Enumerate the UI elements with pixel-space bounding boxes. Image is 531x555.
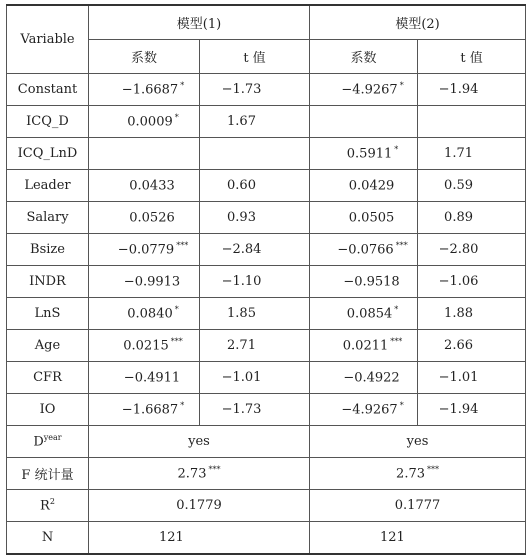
coefficient-cell [89, 202, 200, 234]
regression-table [6, 4, 526, 555]
variable-name: Leader [7, 170, 89, 202]
coefficient-value: −0.4922 [343, 370, 400, 386]
t-value-cell: −1.01 [418, 362, 526, 394]
t-value-cell: 1.67 [200, 106, 310, 138]
header-row-models [7, 5, 526, 40]
table-row [7, 330, 526, 362]
coefficient-value: 0.0009 [127, 114, 173, 130]
summary-value-cell [89, 458, 310, 490]
t-value-cell [418, 106, 526, 138]
table-row [7, 74, 526, 106]
table-row [7, 362, 526, 394]
table-row [7, 234, 526, 266]
coefficient-cell [310, 266, 418, 298]
coefficient-value: 0.0429 [348, 178, 395, 194]
coefficient-value: 0.0854 [346, 306, 393, 322]
coefficient-cell [89, 106, 200, 138]
coefficient-value: 0.0840 [127, 306, 173, 322]
summary-row [7, 522, 526, 555]
coefficient-value: −4.9267 [341, 402, 398, 418]
coefficient-value: 0.0526 [129, 210, 175, 226]
summary-label: F 统计量 [7, 458, 89, 490]
table-row [7, 106, 526, 138]
t-value-cell: 0.59 [418, 170, 526, 202]
summary-label [7, 490, 89, 522]
summary-label: N [7, 522, 89, 555]
label-superscript: 2 [49, 497, 55, 507]
coefficient-value: 0.0505 [348, 210, 395, 226]
summary-value-cell [310, 426, 526, 458]
table-row [7, 170, 526, 202]
coefficient-cell [310, 138, 418, 170]
label-base: R [40, 498, 50, 514]
significance-stars: * [394, 145, 399, 155]
significance-stars: *** [390, 337, 403, 347]
coefficient-cell [89, 330, 200, 362]
coefficient-cell [89, 266, 200, 298]
t-value-cell: 0.89 [418, 202, 526, 234]
variable-name: Age [7, 330, 89, 362]
coefficient-cell [310, 362, 418, 394]
summary-row [7, 490, 526, 522]
significance-stars: * [174, 305, 179, 315]
coefficient-cell [310, 170, 418, 202]
t-value-cell: 0.93 [200, 202, 310, 234]
significance-stars: *** [395, 241, 408, 251]
model1-header: 模型(1) [89, 5, 310, 40]
variable-name: IO [7, 394, 89, 426]
coefficient-value: 0.0211 [342, 338, 389, 354]
summary-value-cell [310, 490, 526, 522]
variable-name: ICQ_LnD [7, 138, 89, 170]
model2-header: 模型(2) [310, 5, 526, 40]
coefficient-cell [310, 202, 418, 234]
t-value-cell: 1.88 [418, 298, 526, 330]
coefficient-value: 0.0215 [123, 338, 169, 354]
coefficient-cell [310, 74, 418, 106]
coefficient-cell [89, 170, 200, 202]
label-superscript: year [43, 433, 62, 443]
coefficient-cell [89, 234, 200, 266]
coef-header-2: 系数 [310, 40, 418, 74]
table-row [7, 298, 526, 330]
t-value-cell: −1.94 [418, 74, 526, 106]
significance-stars: *** [170, 337, 183, 347]
coefficient-cell [89, 138, 200, 170]
table-row [7, 138, 526, 170]
label-base: D [33, 434, 44, 450]
t-value-cell: −1.73 [200, 74, 310, 106]
significance-stars: *** [176, 241, 189, 251]
summary-value-cell [89, 490, 310, 522]
table-row [7, 394, 526, 426]
significance-stars: * [174, 113, 179, 123]
coefficient-cell [89, 362, 200, 394]
tval-header-1: t 值 [200, 40, 310, 74]
t-value-cell: −1.73 [200, 394, 310, 426]
significance-stars: *** [208, 465, 221, 475]
t-value-cell: −2.80 [418, 234, 526, 266]
coefficient-cell [310, 234, 418, 266]
summary-row [7, 458, 526, 490]
coefficient-cell [310, 394, 418, 426]
coefficient-value: 0.0433 [129, 178, 175, 194]
significance-stars: * [180, 401, 185, 411]
variable-header: Variable [7, 5, 89, 74]
variable-name: CFR [7, 362, 89, 394]
t-value-cell: 0.60 [200, 170, 310, 202]
t-value-cell: 2.66 [418, 330, 526, 362]
t-value-cell: −1.94 [418, 394, 526, 426]
summary-value: 121 [159, 530, 184, 545]
significance-stars: *** [427, 465, 439, 475]
coefficient-cell [89, 298, 200, 330]
table-row [7, 202, 526, 234]
t-value-cell: −2.84 [200, 234, 310, 266]
significance-stars: * [399, 401, 404, 411]
summary-value-cell [310, 458, 526, 490]
summary-value: 0.1779 [176, 498, 222, 513]
coefficient-cell [310, 330, 418, 362]
coefficient-cell [89, 394, 200, 426]
t-value-cell: 1.71 [418, 138, 526, 170]
coefficient-value: 0.5911 [346, 146, 393, 162]
summary-value-cell [310, 522, 526, 555]
summary-value: 2.73 [396, 466, 425, 482]
t-value-cell: −1.06 [418, 266, 526, 298]
variable-name: Salary [7, 202, 89, 234]
summary-label [7, 426, 89, 458]
coefficient-value: −0.4911 [123, 370, 181, 386]
significance-stars: * [399, 81, 404, 91]
coefficient-value: −4.9267 [341, 82, 398, 98]
variable-name: Bsize [7, 234, 89, 266]
tval-header-2: t 值 [418, 40, 526, 74]
variable-name: LnS [7, 298, 89, 330]
significance-stars: * [180, 81, 185, 91]
coef-header-1: 系数 [89, 40, 200, 74]
coefficient-value: −0.0766 [337, 242, 394, 258]
t-value-cell: −1.10 [200, 266, 310, 298]
summary-value-cell [89, 426, 310, 458]
significance-stars: * [394, 305, 399, 315]
t-value-cell [200, 138, 310, 170]
summary-value: yes [406, 434, 429, 449]
summary-value: yes [188, 434, 210, 449]
coefficient-value: −1.6687 [121, 402, 179, 418]
summary-value: 2.73 [177, 466, 207, 482]
summary-value-cell [89, 522, 310, 555]
coefficient-value: −1.6687 [121, 82, 179, 98]
table-row [7, 266, 526, 298]
variable-name: INDR [7, 266, 89, 298]
coefficient-cell [310, 298, 418, 330]
variable-name: Constant [7, 74, 89, 106]
coefficient-cell [89, 74, 200, 106]
t-value-cell: 2.71 [200, 330, 310, 362]
coefficient-value: −0.0779 [117, 242, 175, 258]
summary-row [7, 426, 526, 458]
summary-value: 0.1777 [394, 498, 441, 513]
summary-value: 121 [380, 530, 405, 545]
coefficient-value: −0.9518 [343, 274, 400, 290]
coefficient-cell [310, 106, 418, 138]
coefficient-value: −0.9913 [123, 274, 181, 290]
variable-name: ICQ_D [7, 106, 89, 138]
t-value-cell: −1.01 [200, 362, 310, 394]
t-value-cell: 1.85 [200, 298, 310, 330]
